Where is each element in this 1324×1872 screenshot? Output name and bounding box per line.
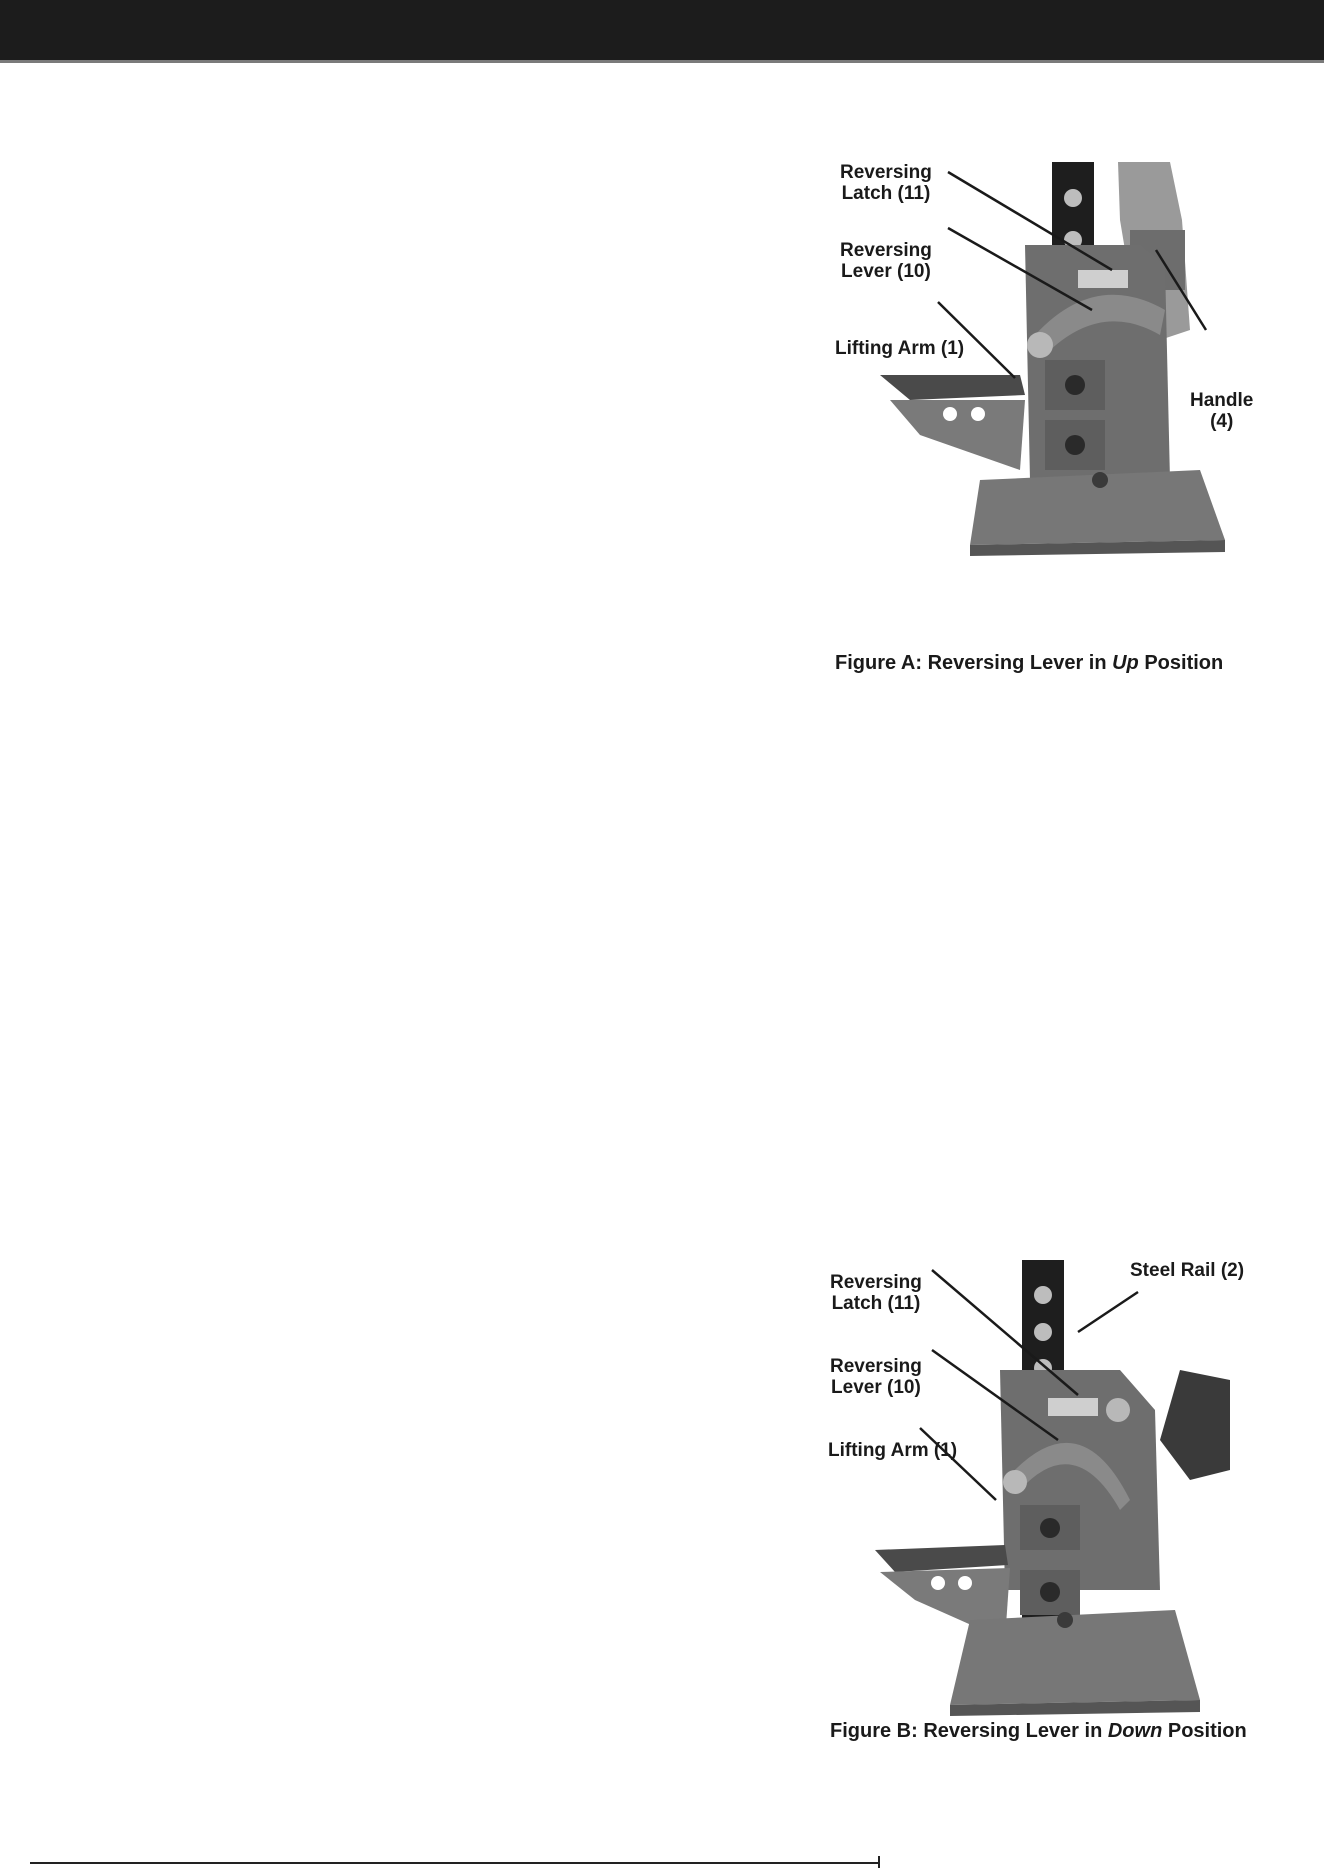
label-handle: Handle (4) bbox=[1190, 390, 1254, 432]
label-reversing-latch: Reversing Latch (11) bbox=[830, 1272, 922, 1314]
label-reversing-lever: Reversing Lever (10) bbox=[830, 1356, 922, 1398]
figure-b-caption: Figure B: Reversing Lever in Down Position bbox=[830, 1720, 1247, 1742]
label-reversing-latch: Reversing Latch (11) bbox=[840, 162, 932, 204]
header-band bbox=[0, 0, 1324, 63]
figure-b bbox=[820, 1250, 1260, 1810]
footer-rule bbox=[30, 1862, 878, 1864]
footer-rule-tick bbox=[878, 1856, 880, 1868]
label-steel-rail: Steel Rail (2) bbox=[1130, 1260, 1245, 1281]
figure-a-caption: Figure A: Reversing Lever in Up Position bbox=[835, 652, 1224, 674]
label-lifting-arm: Lifting Arm (1) bbox=[835, 338, 965, 359]
label-reversing-lever: Reversing Lever (10) bbox=[840, 240, 932, 282]
label-lifting-arm: Lifting Arm (1) bbox=[828, 1440, 958, 1461]
figure-a bbox=[830, 150, 1270, 710]
